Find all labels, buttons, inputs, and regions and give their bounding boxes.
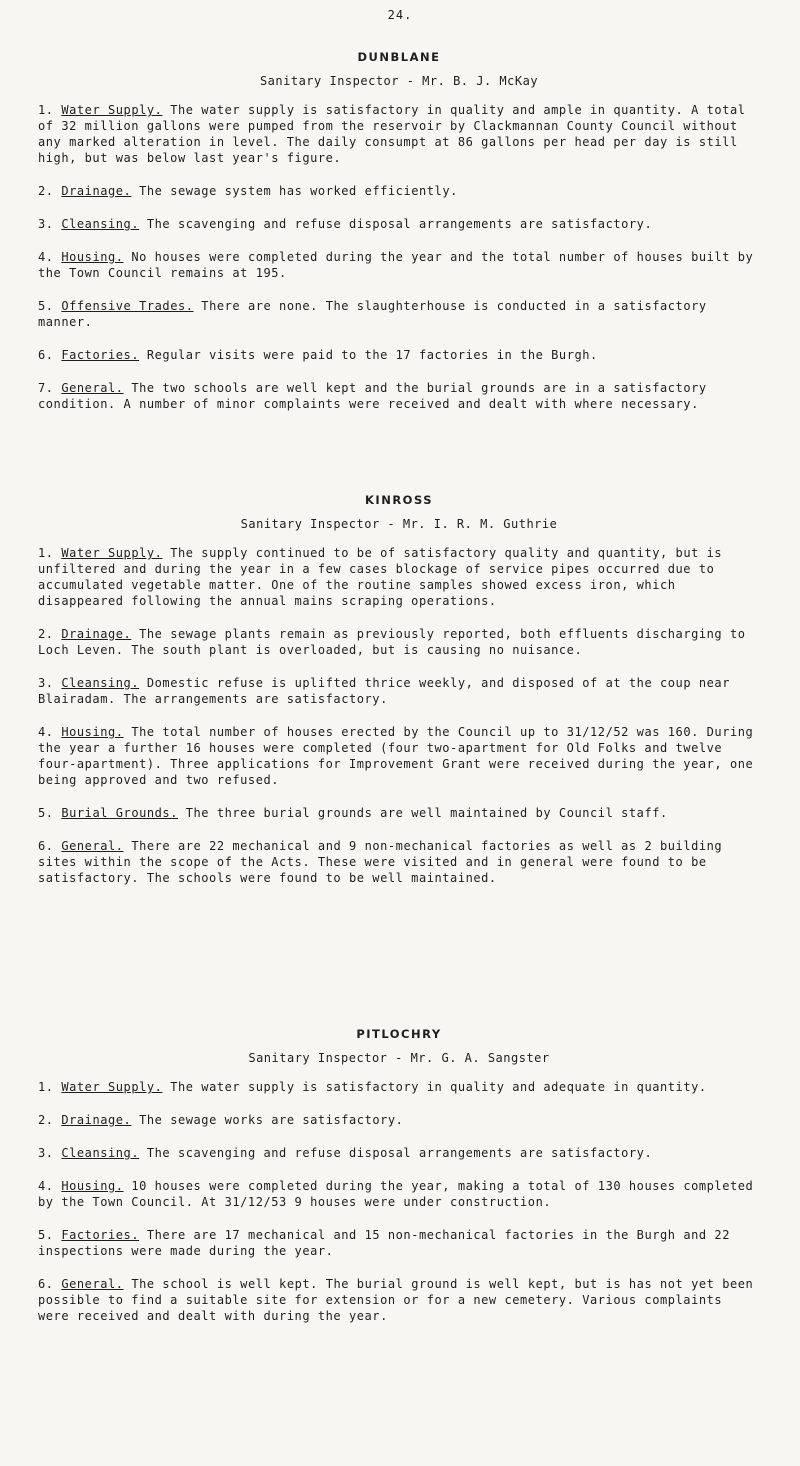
list-item: 4. Housing. 10 houses were completed during the year, making a total of 130 houses completed by the Town Council. At 31/12/53 9 houses were under construction. [38, 1179, 754, 1209]
list-item: 4. Housing. No houses were completed during the year and the total number of houses built by the Town Council remains at 195. [38, 250, 754, 280]
section-dunblane [38, 50, 760, 429]
list-item: 3. Cleansing. Domestic refuse is uplifted thrice weekly, and disposed of at the coup near Blairadam. The arrangements are satisfactory. [38, 676, 730, 706]
inspector-line: Sanitary Inspector - Mr. B. J. McKay [259, 74, 539, 88]
list-item: 2. Drainage. The sewage plants remain as previously reported, both effluents discharging to Loch Leven. The south plant is overloaded, but is causing no nuisance. [38, 627, 746, 657]
list-item: 6. Factories. Regular visits were paid to the 17 factories in the Burgh. [38, 348, 598, 362]
list-item: 1. Water Supply. The water supply is satisfactory in quality and ample in quantity. A total of 32 million gallons were pumped from the reservoir by Clackmannan County Council without any marked alteration in level. The daily consumpt at 86 gallons per head per day is still high, but was below last year's figure. [38, 103, 746, 165]
page-number: 24. [387, 8, 413, 22]
section-pitlochry [38, 1027, 760, 1341]
list-item: 5. Burial Grounds. The three burial grounds are well maintained by Council staff. [38, 806, 668, 820]
list-item: 2. Drainage. The sewage works are satisfactory. [38, 1113, 404, 1127]
inspector-line: Sanitary Inspector - Mr. I. R. M. Guthrie [240, 517, 558, 531]
list-item: 1. Water Supply. The supply continued to be of satisfactory quality and quantity, but is unfiltered and during the year in a few cases blockage of service pipes occurred due to accumulated vegetable matter. One of the routine samples showed excess iron, which disappeared following the annual mains scraping operations. [38, 546, 723, 608]
list-item: 7. General. The two schools are well kept and the burial grounds are in a satisfactory condition. A number of minor complaints were received and dealt with where necessary. [38, 381, 707, 411]
section-title: PITLOCHRY [356, 1027, 442, 1041]
list-item: 5. Offensive Trades. There are none. The slaughterhouse is conducted in a satisfactory manner. [38, 299, 707, 329]
list-item: 3. Cleansing. The scavenging and refuse disposal arrangements are satisfactory. [38, 217, 653, 231]
section-title: KINROSS [365, 493, 433, 507]
list-item: 6. General. There are 22 mechanical and 9 non-mechanical factories as well as 2 building sites within the scope of the Acts. These were visited and in general were found to be satisfactory. The schools were found to be well maintained. [38, 839, 723, 885]
list-item: 4. Housing. The total number of houses erected by the Council up to 31/12/52 was 160. During the year a further 16 houses were completed (four two-apartment for Old Folks and twelve four-apartment). Three applications for Improvement Grant were received during the year, one being approved and two refused. [38, 725, 754, 787]
section-kinross [38, 493, 760, 903]
list-item: 5. Factories. There are 17 mechanical and 15 non-mechanical factories in the Burgh and 22 inspections were made during the year. [38, 1228, 730, 1258]
inspector-line: Sanitary Inspector - Mr. G. A. Sangster [248, 1051, 550, 1065]
list-item: 1. Water Supply. The water supply is satisfactory in quality and adequate in quantity. [38, 1080, 707, 1094]
section-title: DUNBLANE [357, 50, 441, 64]
list-item: 2. Drainage. The sewage system has worked efficiently. [38, 184, 458, 198]
list-item: 3. Cleansing. The scavenging and refuse disposal arrangements are satisfactory. [38, 1146, 653, 1160]
list-item: 6. General. The school is well kept. The burial ground is well kept, but is has not yet been possible to find a suitable site for extension or for a new cemetery. Various complaints were received and dealt with during the year. [38, 1277, 754, 1323]
